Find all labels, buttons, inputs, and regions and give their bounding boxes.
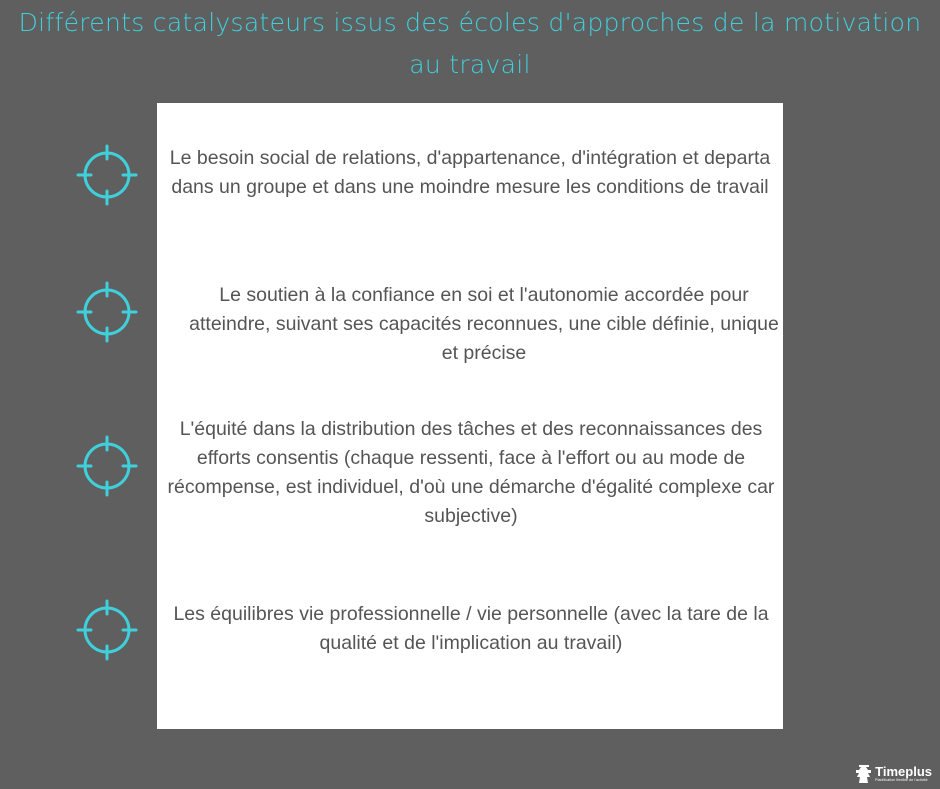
target-crosshair-icon <box>76 281 138 343</box>
brand-tagline: Planification flexible de l'activité <box>875 778 928 783</box>
timeplus-logo-icon <box>855 764 873 784</box>
page-title: Différents catalysateurs issus des écoles d'approches de la motivation au travail <box>18 8 922 79</box>
brand-name: Timeplus <box>875 764 932 780</box>
target-crosshair-icon <box>76 599 138 661</box>
item-text: Le soutien à la confiance en soi et l'autonomie accordée pour atteindre, suivant ses capacités reconnues, une cible définie, unique et précise <box>189 284 779 364</box>
target-crosshair-icon <box>76 435 138 497</box>
brand-logo <box>855 764 932 784</box>
item-text: L'équité dans la distribution des tâches et des reconnaissances des efforts consentis (chaque ressenti, face à l'effort ou au mode de récompense, est individuel, d'où une démarche d'égalité complexe car subjective) <box>167 418 775 527</box>
target-crosshair-icon <box>76 144 138 206</box>
item-text: Le besoin social de relations, d'appartenance, d'intégration et departa dans un groupe et dans une moindre mesure les conditions de travail <box>169 147 771 198</box>
item-text: Les équilibres vie professionnelle / vie personnelle (avec la tare de la qualité et de l'implication au travail) <box>173 603 769 654</box>
